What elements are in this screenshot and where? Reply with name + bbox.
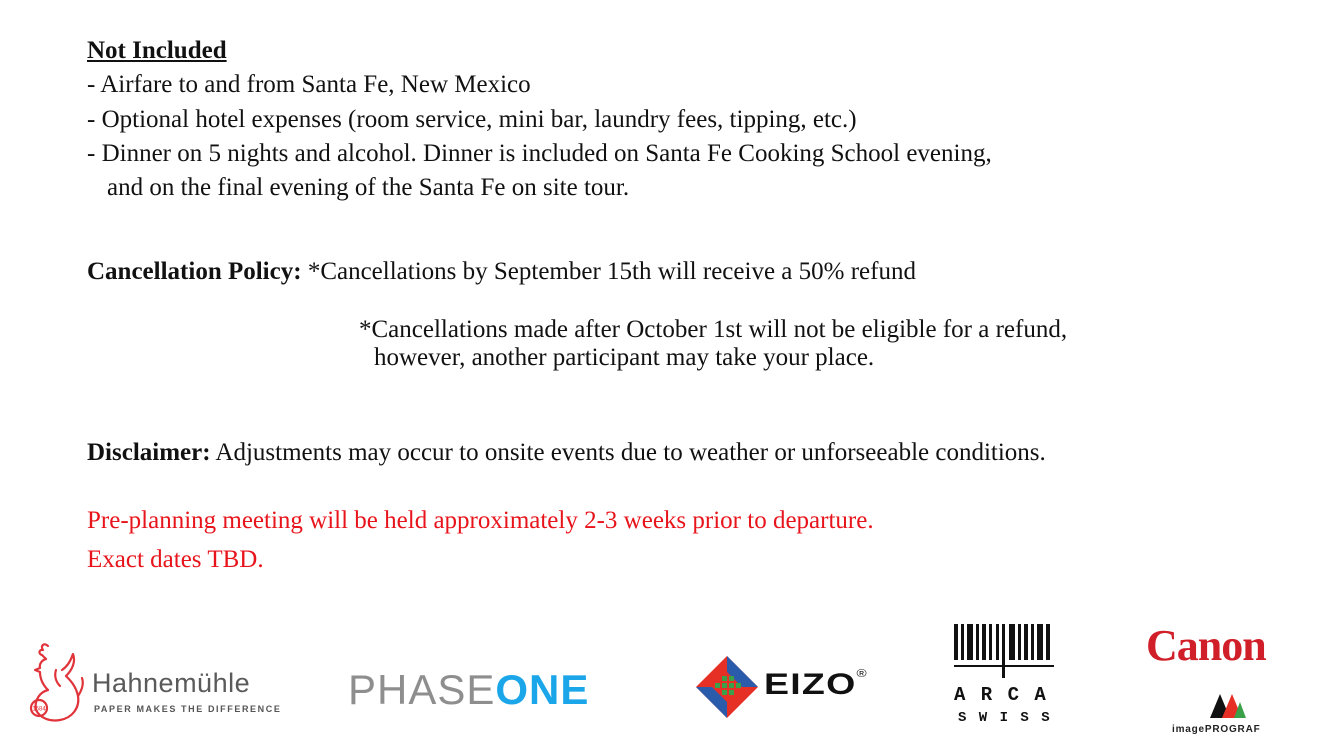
cancellation-policy-line [87,257,916,287]
eizo-name [764,668,868,702]
cancellation-policy-text-3: however, another participant may take your place. [374,344,875,371]
canon-product-name: imagePROGRAF [1172,724,1261,735]
pre-planning-notice: Pre-planning meeting will be held approximately 2-3 weeks prior to departure. [87,507,874,534]
rooster-icon [26,640,88,726]
hahnemuhle-tagline: PAPER MAKES THE DIFFERENCE [94,704,282,714]
arca-subname: S W I S S [958,710,1052,726]
cancellation-policy-text-1: *Cancellations by September 15th will receive a 50% refund [301,258,916,285]
hahnemuhle-name: Hahnemühle [92,668,251,698]
barcode-icon [954,624,1054,684]
eizo-name-text: EIZO [764,668,857,701]
imageprograf-icon [1208,690,1248,720]
not-included-item-airfare: - Airfare to and from Santa Fe, New Mexico [87,71,531,98]
not-included-heading: Not Included [87,37,227,64]
eizo-reg-mark: ® [856,668,868,680]
exact-dates-notice: Exact dates TBD. [87,546,264,573]
phaseone-name-light: PHASE [348,666,496,713]
hahnemuhle-logo [26,640,286,730]
arca-name: A R C A [954,684,1048,706]
cancellation-policy-text-2: *Cancellations made after October 1st will not be eligible for a refund, [359,316,1068,343]
eizo-diamond-icon [694,654,760,720]
phaseone-name-bold: ONE [495,666,590,713]
eizo-logo [694,654,874,724]
canon-logo [1146,620,1316,744]
phaseone-logo [348,666,589,714]
not-included-item-dinner-cont: and on the final evening of the Santa Fe on site tour. [107,174,630,201]
sponsor-logos [0,610,1323,752]
disclaimer-line [87,438,1046,468]
arca-swiss-logo [954,624,1054,734]
canon-name: Canon [1146,621,1266,670]
disclaimer-text: Adjustments may occur to onsite events due to weather or unforseeable conditions. [210,439,1046,466]
disclaimer-label: Disclaimer: [87,439,211,466]
not-included-item-dinner: - Dinner on 5 nights and alcohol. Dinner is included on Santa Fe Cooking School evening, [87,140,992,167]
not-included-item-hotel: - Optional hotel expenses (room service, mini bar, laundry fees, tipping, etc.) [87,106,857,133]
cancellation-policy-label: Cancellation Policy: [87,258,302,285]
hahnemuhle-year: 1584 [32,706,46,713]
